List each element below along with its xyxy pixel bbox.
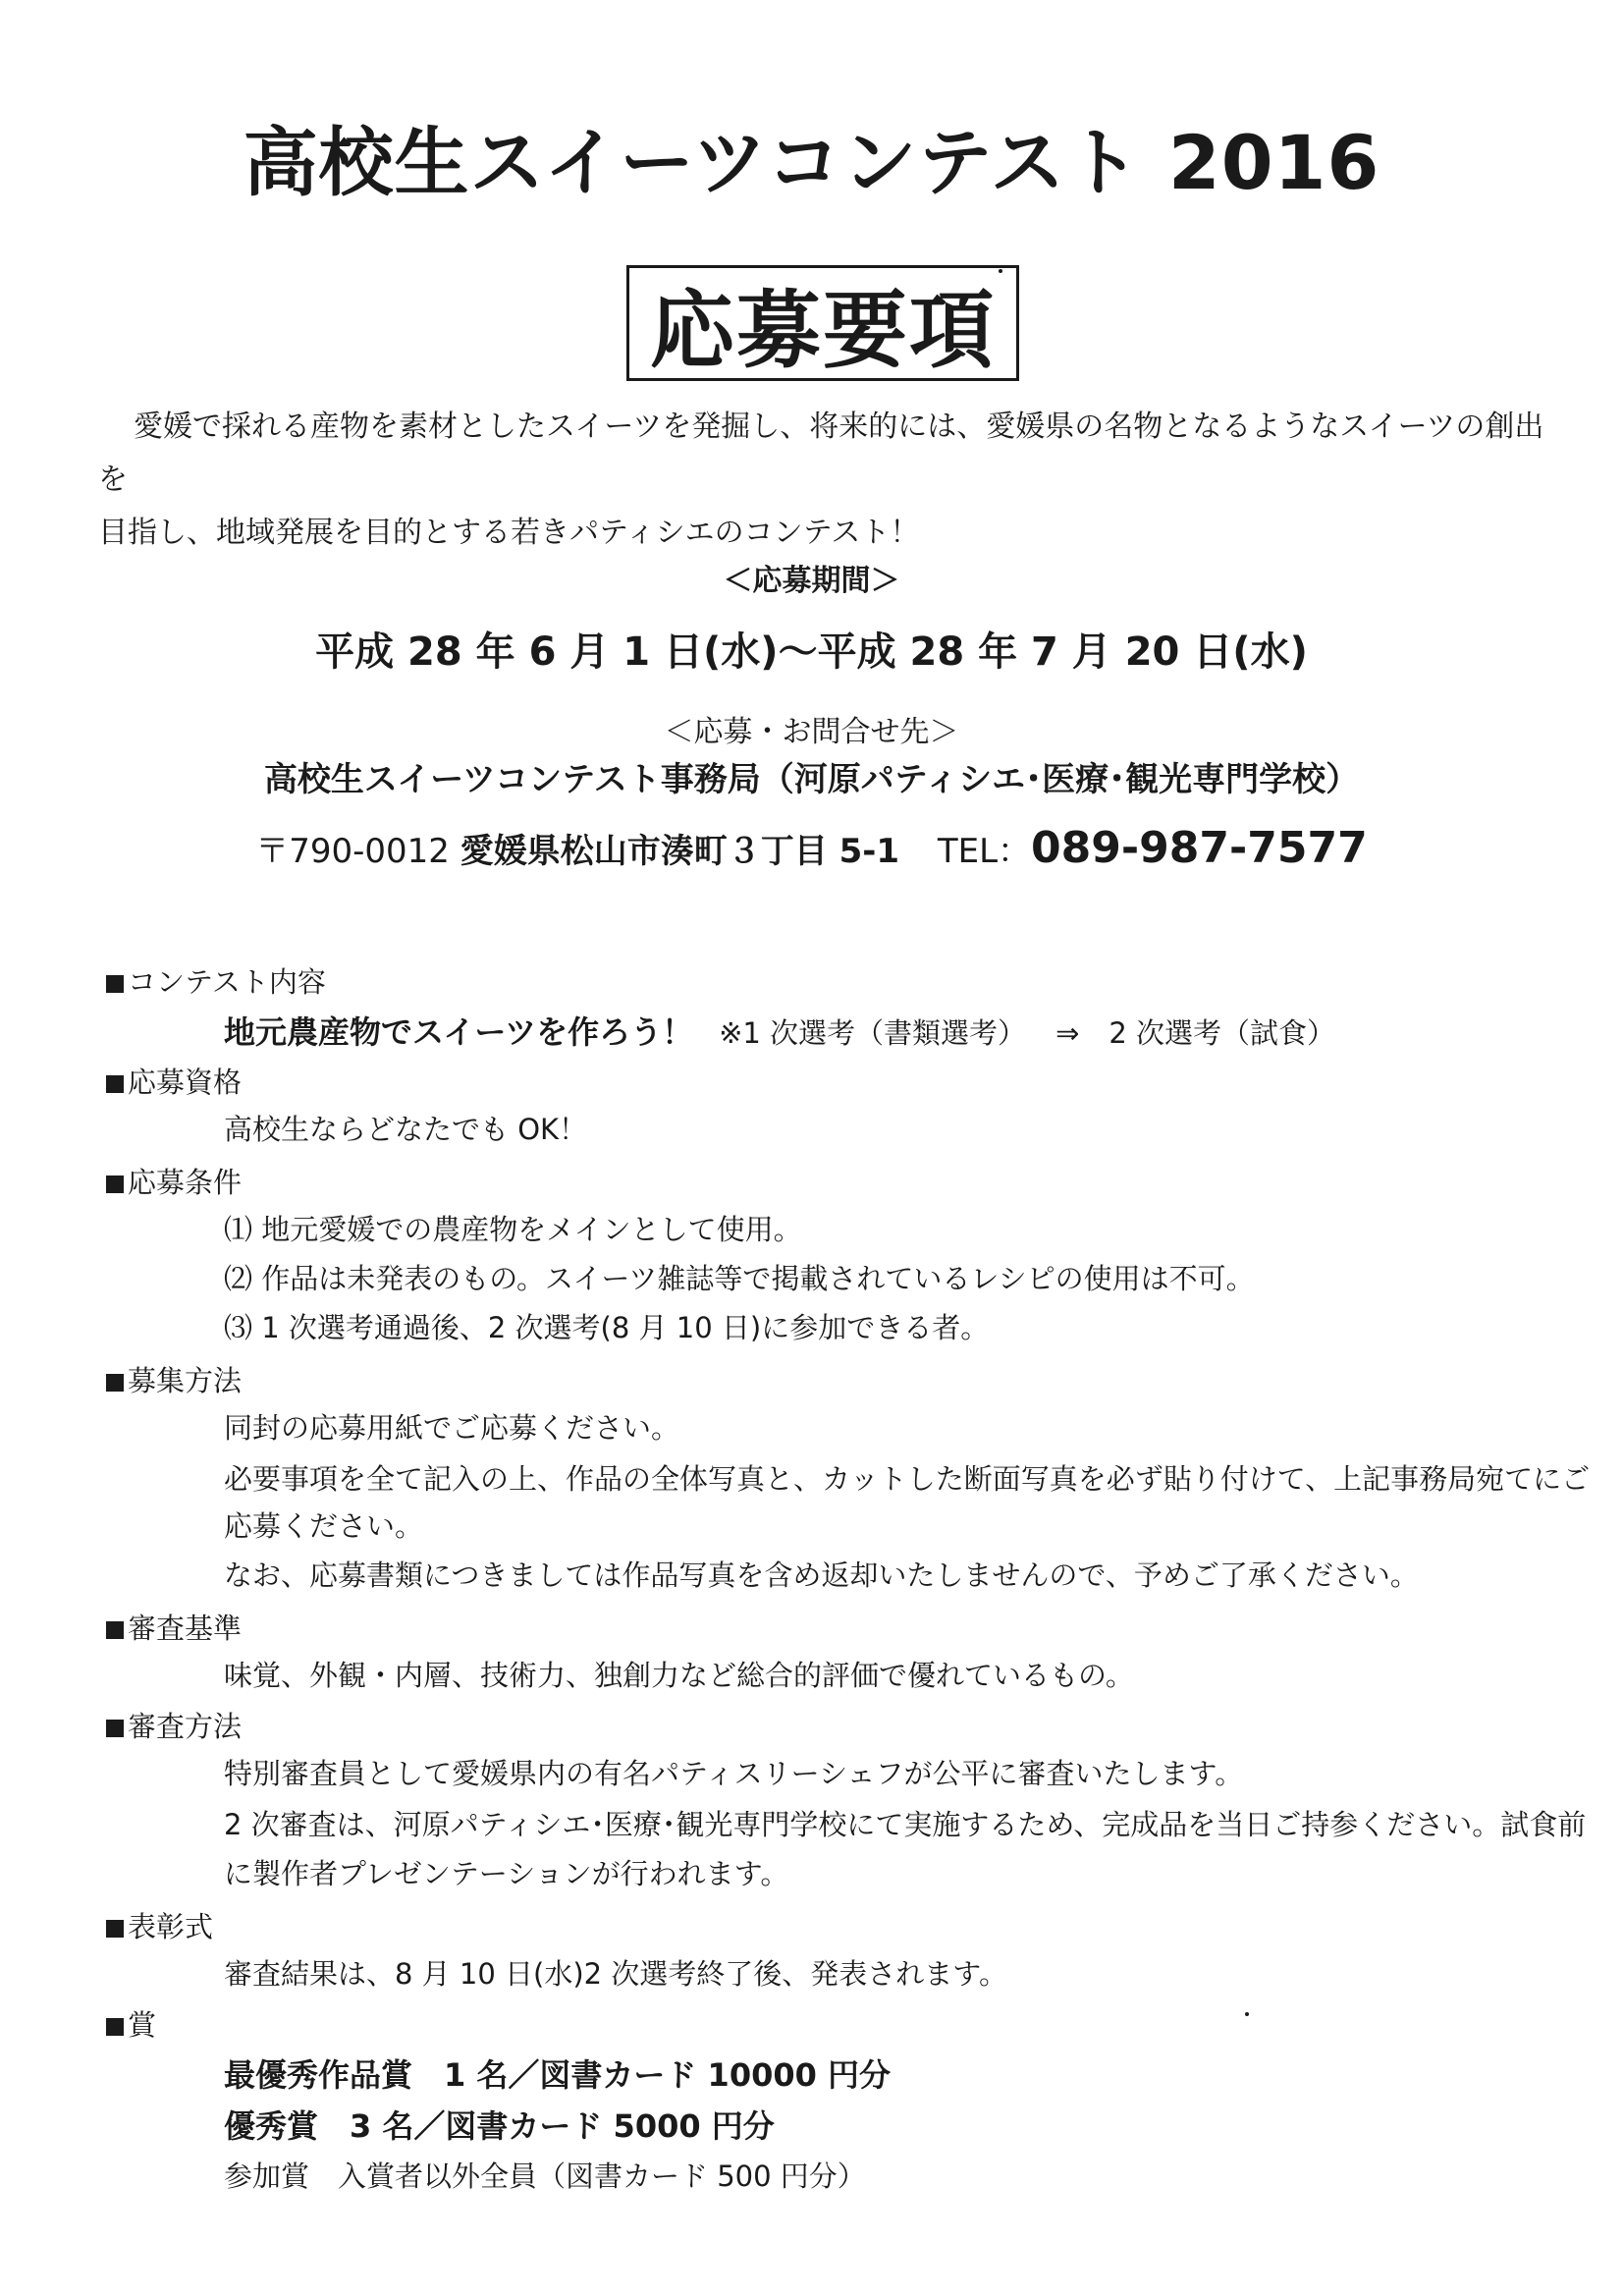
section-heading-judging: 審査方法 [106,1705,242,1745]
section-heading-conditions: 応募条件 [106,1161,242,1201]
judging-line-2: 2 次審査は、河原パティシエ･医療･観光専門学校にて実施するため、完成品を当日ご持参ください。試食前 [224,1808,1587,1841]
arrow-icon: ⇒ [1055,1016,1080,1050]
eligibility-text: 高校生ならどなたでも OK！ [224,1113,588,1146]
condition-item-1: ⑴ 地元愛媛での農産物をメインとして使用。 [224,1213,802,1246]
square-bullet-icon [106,975,124,993]
criteria-text: 味覚、外観・内層、技術力、独創力など総合的評価で優れているもの。 [224,1659,1134,1692]
period-value: 平成 28 年 6 月 1 日(水)～平成 28 年 7 月 20 日(水) [315,629,1308,675]
square-bullet-icon [106,1720,124,1737]
section-heading-prizes: 賞 [106,2003,156,2044]
square-bullet-icon [106,1075,124,1093]
content-note-2: 2 次選考（試食） [1109,1016,1336,1050]
scan-speck [999,269,1002,273]
section-heading-eligibility: 応募資格 [106,1061,242,1101]
postal-code: 〒790-0012 [255,832,450,871]
prize-excellent: 優秀賞 3 名／図書カード 5000 円分 [224,2107,775,2145]
scan-speck [1245,2012,1249,2016]
square-bullet-icon [106,1920,124,1938]
condition-item-3: ⑶ 1 次選考通過後、2 次選考(8 月 10 日)に参加できる者。 [224,1311,990,1344]
square-bullet-icon [106,2018,124,2036]
intro-paragraph [98,401,1551,560]
section-heading-criteria: 審査基準 [106,1607,242,1647]
contact-address-line [0,823,1623,873]
content-note: ※1 次選考（書類選考） [719,1016,1027,1050]
contact-label: ＜応募・お問合せ先＞ [664,715,959,749]
square-bullet-icon [106,1374,124,1392]
square-bullet-icon [106,1175,124,1193]
method-line-1: 同封の応募用紙でご応募ください。 [224,1411,680,1445]
intro-line-1: 愛媛で採れる産物を素材としたスイーツを発掘し、将来的には、愛媛県の名物となるようなスイーツの創出を [98,410,1544,497]
document-title: 高校生スイーツコンテスト 2016 [243,119,1380,206]
content-line [224,1008,1335,1053]
judging-line-3: に製作者プレゼンテーションが行われます。 [224,1857,789,1890]
prize-participation: 参加賞 入賞者以外全員（図書カード 500 円分） [224,2159,866,2193]
method-line-3: 応募ください。 [224,1509,424,1543]
ceremony-text: 審査結果は、8 月 10 日(水)2 次選考終了後、発表されます。 [224,1957,1007,1991]
method-line-4: なお、応募書類につきましては作品写真を含め返却いたしませんので、予めご了承ください。 [224,1558,1419,1592]
document-subtitle-box: 応募要項 [626,265,1019,381]
tel-label: TEL： [937,832,1032,871]
content-main: 地元農産物でスイーツを作ろう！ [224,1013,694,1051]
intro-line-2: 目指し、地域発展を目的とする若きパティシエのコンテスト！ [98,516,920,550]
period-label: ＜応募期間＞ [723,564,900,598]
section-heading-content: コンテスト内容 [106,960,326,1001]
section-heading-method: 募集方法 [106,1359,242,1399]
judging-line-1: 特別審査員として愛媛県内の有名パティスリーシェフが公平に審査いたします。 [224,1757,1244,1790]
contact-office: 高校生スイーツコンテスト事務局（河原パティシエ･医療･観光専門学校） [263,760,1360,799]
street-address: 愛媛県松山市湊町３丁目 5-1 [460,832,900,871]
section-heading-ceremony: 表彰式 [106,1905,213,1945]
condition-item-2: ⑵ 作品は未発表のもの。スイーツ雑誌等で掲載されているレシピの使用は不可。 [224,1262,1255,1295]
prize-grand: 最優秀作品賞 1 名／図書カード 10000 円分 [224,2056,892,2094]
tel-number: 089-987-7577 [1031,823,1368,873]
method-line-2: 必要事項を全て記入の上、作品の全体写真と、カットした断面写真を必ず貼り付けて、上記事務局宛てにご [224,1462,1591,1496]
square-bullet-icon [106,1621,124,1639]
